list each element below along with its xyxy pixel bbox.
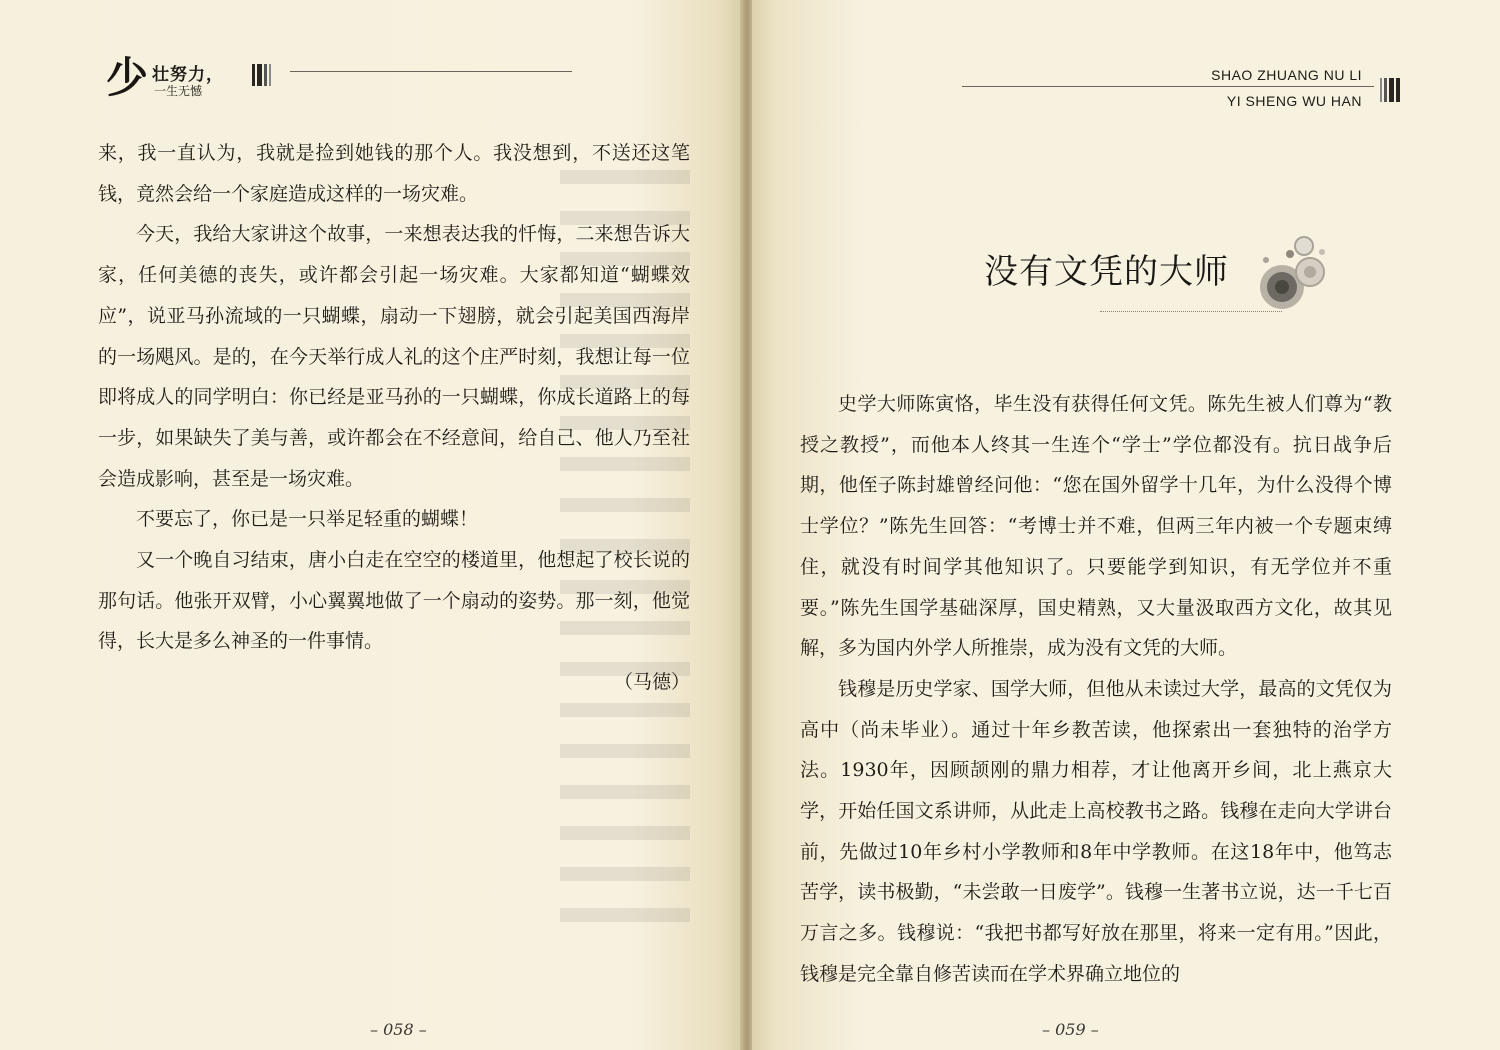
body-text <box>98 133 690 703</box>
header-bars-icon <box>252 64 274 86</box>
paragraph: 史学大师陈寅恪，毕生没有获得任何文凭。陈先生被人们尊为“教授之教授”，而他本人终其一生连个“学士”学位都没有。抗日战争后期，他侄子陈封雄曾经问他：“您在国外留学十几年，为什么没得个博士学位？”陈先生回答：“考博士并不难，但两三年内被一个专题束缚住，就没有时间学其他知识了。只要能学到知识，有无学位并不重要。”陈先生国学基础深厚，国史精熟，又大量汲取西方文化，故其见解，多为国内外学人所推崇，成为没有文凭的大师。 <box>800 393 1392 660</box>
running-header-subtitle: 一生无憾 <box>154 84 203 98</box>
body-text <box>800 384 1392 995</box>
header-bars-icon <box>1380 78 1402 102</box>
header-rule <box>962 86 1374 87</box>
page-number: – 058 – <box>370 1020 427 1039</box>
title-underline <box>1100 311 1282 312</box>
running-header-title: 壮努力， <box>152 65 224 85</box>
paragraph: 来，我一直认为，我就是捡到她钱的那个人。我没想到，不送还这笔钱，竟然会给一个家庭造成这样的一场灾难。 <box>98 142 690 205</box>
author-signature: （马德） <box>613 671 690 694</box>
paragraph: 不要忘了，你已是一只举足轻重的蝴蝶！ <box>136 508 479 531</box>
right-page <box>752 0 1500 1050</box>
running-header-pinyin-1: SHAO ZHUANG NU LI <box>1211 67 1362 83</box>
paragraph: 今天，我给大家讲这个故事，一来想表达我的忏悔，二来想告诉大家，任何美德的丧失，或许都会引起一场灾难。大家都知道“蝴蝶效应”，说亚马孙流域的一只蝴蝶，扇动一下翅膀，就会引起美国西海岸的一场飓风。是的，在今天举行成人礼的这个庄严时刻，我想让每一位即将成人的同学明白：你已经是亚马孙的一只蝴蝶，你成长道路上的每一步，如果缺失了美与善，或许都会在不经意间，给自己、他人乃至社会造成影响，甚至是一场灾难。 <box>98 223 690 490</box>
header-rule <box>290 71 572 72</box>
left-page <box>0 0 742 1050</box>
paragraph: 又一个晚自习结束，唐小白走在空空的楼道里，他想起了校长说的那句话。他张开双臂，小心翼翼地做了一个扇动的姿势。那一刻，他觉得，长大是多么神圣的一件事情。 <box>98 549 690 653</box>
article-title: 没有文凭的大师 <box>984 252 1229 292</box>
brush-logo-icon <box>104 48 150 102</box>
decorative-circles-icon <box>1252 232 1342 314</box>
svg-text:少: 少 <box>106 53 149 102</box>
running-header-pinyin-2: YI SHENG WU HAN <box>1226 93 1362 109</box>
page-number: – 059 – <box>1042 1020 1099 1039</box>
paragraph: 钱穆是历史学家、国学大师，但他从未读过大学，最高的文凭仅为高中（尚未毕业）。通过十年乡教苦读，他探索出一套独特的治学方法。1930年，因顾颉刚的鼎力相荐，才让他离开乡间，北上燕京大学，开始任国文系讲师，从此走上高校教书之路。钱穆在走向大学讲台前，先做过10年乡村小学教师和8年中学教师。在这18年中，他笃志苦学，读书极勤，“未尝敢一日废学”。钱穆一生著书立说，达一千七百万言之多。钱穆说：“我把书都写好放在那里，将来一定有用。”因此，钱穆是完全靠自修苦读而在学术界确立地位的 <box>800 677 1392 985</box>
